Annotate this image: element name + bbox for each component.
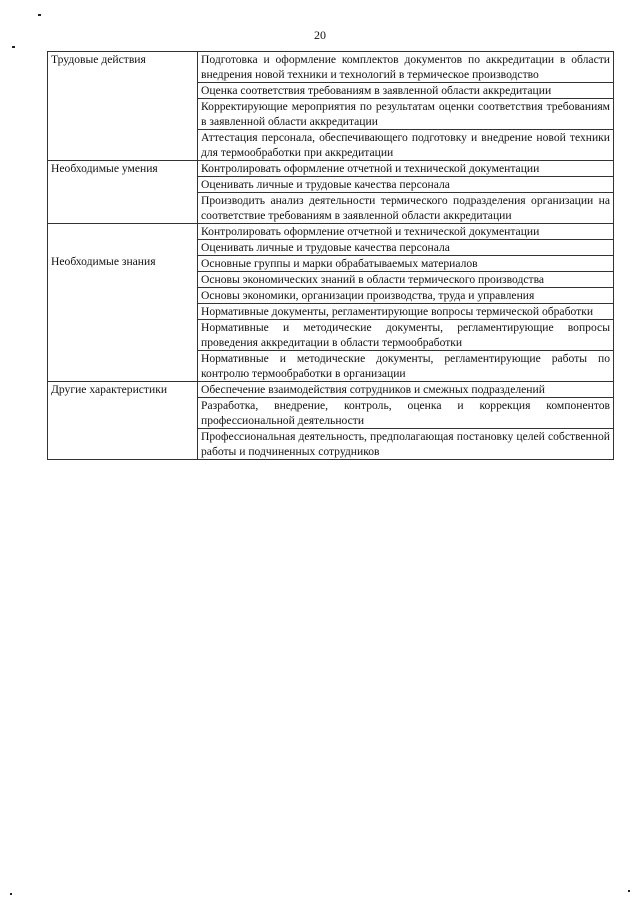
table-cell: Контролировать оформление отчетной и технической документации	[198, 161, 614, 177]
page-number: 20	[314, 28, 326, 42]
table-cell: Нормативные и методические документы, регламентирующие работы по контролю термообработки в организации	[198, 351, 614, 382]
section-label-required-knowledge: Необходимые знания	[48, 224, 198, 382]
scan-speck	[10, 893, 12, 895]
table-cell: Производить анализ деятельности термического подразделения организации на соответствие требованиям в заявленной области аккредитации	[198, 193, 614, 224]
table-cell: Оценивать личные и трудовые качества персонала	[198, 177, 614, 193]
section-label-labor-actions: Трудовые действия	[48, 52, 198, 161]
qualification-table	[47, 51, 614, 460]
table-cell: Аттестация персонала, обеспечивающего подготовку и внедрение новой техники для термообработки при аккредитации	[198, 130, 614, 161]
table-cell: Корректирующие мероприятия по результатам оценки соответствия требованиям в заявленной области аккредитации	[198, 99, 614, 130]
table-cell: Нормативные и методические документы, регламентирующие вопросы проведения аккредитации в области термообработки	[198, 320, 614, 351]
table-row	[48, 161, 614, 177]
table-cell: Оценивать личные и трудовые качества персонала	[198, 240, 614, 256]
table-cell: Оценка соответствия требованиям в заявленной области аккредитации	[198, 83, 614, 99]
table-cell: Профессиональная деятельность, предполагающая постановку целей собственной работы и подчиненных сотрудников	[198, 429, 614, 460]
scan-speck	[628, 890, 630, 892]
scan-speck	[38, 14, 41, 16]
section-label-required-skills: Необходимые умения	[48, 161, 198, 224]
table-row	[48, 382, 614, 398]
section-label-other-characteristics: Другие характеристики	[48, 382, 198, 460]
scan-speck	[12, 46, 15, 48]
table-cell: Обеспечение взаимодействия сотрудников и смежных подразделений	[198, 382, 614, 398]
table-row	[48, 52, 614, 83]
table-cell: Основы экономики, организации производства, труда и управления	[198, 288, 614, 304]
table-cell: Нормативные документы, регламентирующие вопросы термической обработки	[198, 304, 614, 320]
table-cell: Разработка, внедрение, контроль, оценка и коррекция компонентов профессиональной деятельности	[198, 398, 614, 429]
table-cell: Основные группы и марки обрабатываемых материалов	[198, 256, 614, 272]
table-row	[48, 224, 614, 240]
table-cell: Основы экономических знаний в области термического производства	[198, 272, 614, 288]
table-cell: Контролировать оформление отчетной и технической документации	[198, 224, 614, 240]
table-cell: Подготовка и оформление комплектов документов по аккредитации в области внедрения новой техники и технологий в термическое производство	[198, 52, 614, 83]
